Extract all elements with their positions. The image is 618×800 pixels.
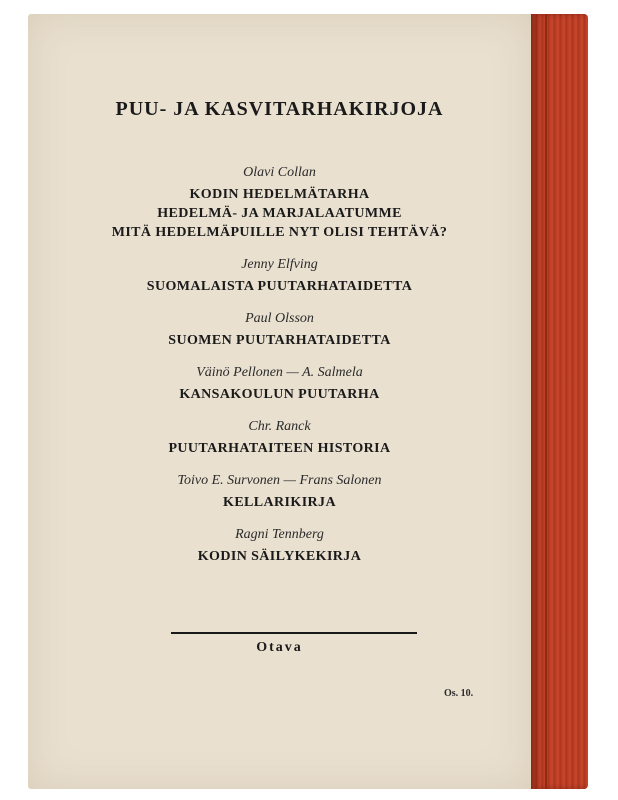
book-entry bbox=[28, 256, 531, 296]
author-name: Toivo E. Survonen — Frans Salonen bbox=[177, 473, 382, 488]
author-name: Väinö Pellonen — A. Salmela bbox=[196, 365, 363, 380]
book-entry bbox=[28, 418, 531, 458]
back-cover bbox=[28, 14, 531, 789]
book-title: HEDELMÄ- JA MARJALAATUMME bbox=[157, 206, 402, 221]
author-name: Chr. Ranck bbox=[248, 419, 311, 434]
book-title: PUUTARHATAITEEN HISTORIA bbox=[168, 441, 391, 456]
book-entry bbox=[28, 364, 531, 404]
author-name: Ragni Tennberg bbox=[235, 527, 324, 542]
book-spine bbox=[531, 14, 588, 789]
book-title: SUOMALAISTA PUUTARHATAIDETTA bbox=[146, 279, 413, 294]
author-name: Jenny Elfving bbox=[241, 257, 318, 272]
series-heading: PUU- JA KASVITARHAKIRJOJA bbox=[115, 98, 444, 120]
book-title: KODIN SÄILYKEKIRJA bbox=[197, 549, 362, 564]
price-code: Os. 10. bbox=[444, 688, 474, 699]
author-name: Paul Olsson bbox=[245, 311, 314, 326]
book-entry bbox=[28, 164, 531, 242]
divider-rule bbox=[171, 632, 417, 634]
author-name: Olavi Collan bbox=[243, 165, 316, 180]
book-title: MITÄ HEDELMÄPUILLE NYT OLISI TEHTÄVÄ? bbox=[111, 225, 448, 240]
book-entry bbox=[28, 472, 531, 512]
spine-stripe bbox=[545, 14, 547, 789]
book bbox=[28, 14, 588, 789]
publisher-name: Otava bbox=[256, 640, 303, 655]
book-list bbox=[28, 164, 531, 580]
book-title: SUOMEN PUUTARHATAIDETTA bbox=[168, 333, 391, 348]
book-title: KELLARIKIRJA bbox=[223, 495, 336, 510]
book-entry bbox=[28, 310, 531, 350]
book-entry bbox=[28, 526, 531, 566]
book-title: KANSAKOULUN PUUTARHA bbox=[179, 387, 380, 402]
book-title: KODIN HEDELMÄTARHA bbox=[189, 187, 370, 202]
